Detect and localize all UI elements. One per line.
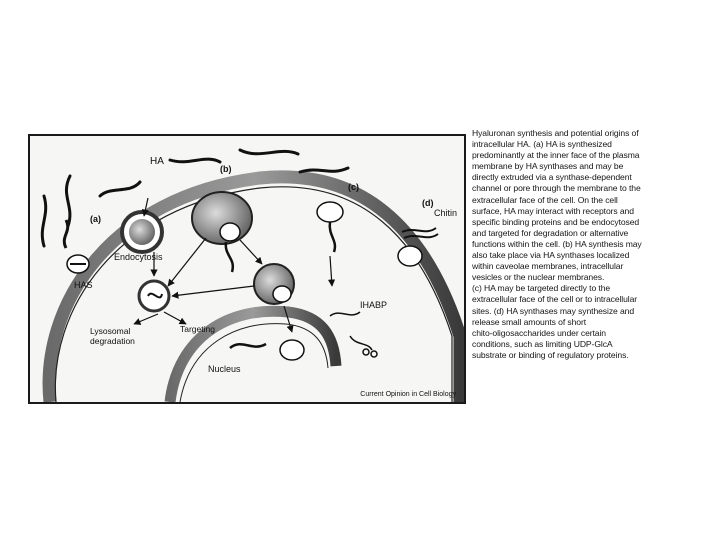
caption-line: directly extruded via a synthase-dependent — [472, 172, 632, 183]
caption-line: functions within the cell. (b) HA synthesis may — [472, 238, 642, 249]
label-chitin: Chitin — [434, 208, 458, 218]
synthase-c — [317, 202, 343, 252]
caption-line: conditions, such as limiting UDP-GlcA — [472, 338, 613, 349]
caption-line: surface, HA may interact with receptors and — [472, 205, 634, 216]
cell-diagram — [30, 136, 464, 402]
caption-line: membrane by HA synthases and may be — [472, 161, 624, 172]
caption-line: channel or pore through the membrane to the — [472, 183, 641, 194]
label-panel-a: (a) — [90, 214, 101, 224]
caption-line: extracellular face of the cell or to intracellular — [472, 294, 638, 305]
figure-credit: Current Opinion in Cell Biology — [360, 391, 456, 398]
caption-line: also take place via HA synthases localized — [472, 250, 630, 261]
caption-line: within caveolae membranes, intracellular — [472, 261, 624, 272]
label-lysosomal: Lysosomal — [90, 326, 131, 336]
caption-line: intracellular HA. (a) HA is synthesized — [472, 139, 612, 150]
label-endocytosis: Endocytosis — [114, 252, 163, 262]
intracellular-vesicle — [254, 264, 294, 304]
caption-line: Hyaluronan synthesis and potential origins of — [472, 128, 639, 138]
label-ha: HA — [150, 156, 164, 167]
label-panel-b: (b) — [220, 164, 232, 174]
caption-line: release small amounts of short — [472, 316, 587, 327]
has-synthase — [64, 220, 89, 273]
caption-line: substrate or binding of regulatory proteins. — [472, 349, 629, 360]
caption-line: chito-oligosaccharides under certain — [472, 327, 606, 338]
label-ihabp: IHABP — [360, 300, 388, 310]
figure-panel — [28, 134, 466, 404]
label-targeting: Targeting — [180, 324, 215, 334]
caption-line: (c) HA may be targeted directly to the — [472, 283, 611, 294]
caption-line: sites. (d) HA synthases may synthesize and — [472, 305, 635, 316]
caption-line: and targeted for degradation or alternative — [472, 227, 629, 238]
nuclear-synthase — [230, 340, 304, 360]
caption-line: specific binding proteins and be endocytosed — [472, 216, 640, 227]
figure-caption — [472, 128, 694, 361]
caption-line: vesicles or the nuclear membranes. — [472, 272, 605, 283]
caption-line: extracellular face of the cell. On the cell — [472, 194, 618, 205]
label-has: HAS — [74, 280, 93, 290]
caption-line: predominantly at the inner face of the plasma — [472, 150, 640, 161]
label-panel-d: (d) — [422, 198, 434, 208]
label-panel-c: (c) — [348, 182, 359, 192]
caveolae-vesicle — [192, 192, 252, 272]
lysosome — [139, 281, 169, 311]
label-degradation: degradation — [90, 336, 135, 346]
label-nucleus: Nucleus — [208, 364, 241, 374]
